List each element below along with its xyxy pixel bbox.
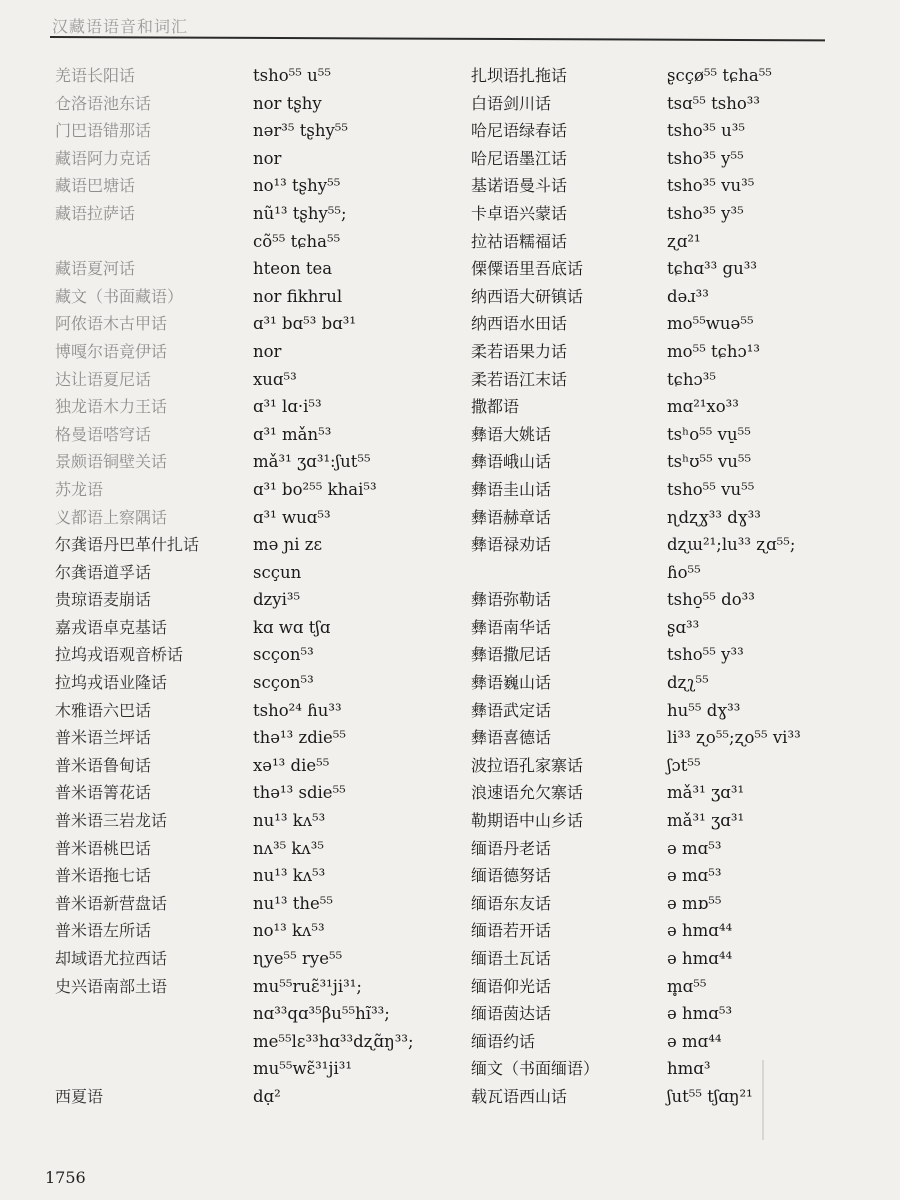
language-name-right: 载瓦语西山话 xyxy=(471,1086,568,1106)
language-name-left: 木雅语六巴话 xyxy=(55,700,152,720)
transcription-left: cõ⁵⁵ tɕha⁵⁵ xyxy=(253,231,341,251)
transcription-left: nor fikhrul xyxy=(253,286,343,306)
language-name-right: 彝语大姚话 xyxy=(471,424,552,444)
language-name-left: 藏语夏河话 xyxy=(55,259,136,279)
language-name-left: 普米语兰坪话 xyxy=(55,728,152,748)
page-number: 1756 xyxy=(45,1168,86,1187)
entry-row xyxy=(0,62,900,90)
entry-row xyxy=(0,973,900,1001)
transcription-right: tsʰʊ⁵⁵ vu⁵⁵ xyxy=(667,452,752,472)
running-header-title: 汉藏语语音和词汇 xyxy=(52,17,189,36)
transcription-right: tsho⁵⁵ vu⁵⁵ xyxy=(667,479,755,499)
transcription-right: tɕhɑ³³ gu³³ xyxy=(667,259,757,279)
entry-row xyxy=(0,559,900,587)
language-name-left: 拉坞戎语业隆话 xyxy=(55,673,168,693)
entry-row xyxy=(0,807,900,835)
transcription-right: mɑ²¹xo³³ xyxy=(667,397,739,417)
language-name-right: 彝语南华话 xyxy=(471,617,552,637)
language-name-right: 缅语德努话 xyxy=(471,866,552,886)
transcription-right: ə hmɑ⁴⁴ xyxy=(667,921,733,941)
language-name-right: 缅文（书面缅语） xyxy=(471,1059,600,1079)
language-name-right: 缅语东友话 xyxy=(471,893,552,913)
language-name-right: 基诺语曼斗话 xyxy=(471,176,568,196)
entries-list xyxy=(0,62,900,1111)
transcription-left: dɑ̣² xyxy=(253,1086,281,1106)
language-name-left: 普米语鲁甸话 xyxy=(55,755,152,775)
language-name-left: 普米语新营盘话 xyxy=(55,893,168,913)
transcription-right: tsho̠⁵⁵ do³³ xyxy=(667,590,755,610)
transcription-left: nũ¹³ tʂhy⁵⁵; xyxy=(253,203,347,223)
language-name-right: 缅语约话 xyxy=(471,1031,536,1051)
entry-row xyxy=(0,255,900,283)
language-name-right: 缅语茵达话 xyxy=(471,1004,552,1024)
language-name-left: 却域语尤拉西话 xyxy=(55,949,168,968)
language-name-right: 柔若语果力话 xyxy=(471,341,568,361)
transcription-left: mu⁵⁵ruɛ̃³¹ji³¹; xyxy=(253,976,362,996)
transcription-right: tsho³⁵ u³⁵ xyxy=(667,121,745,141)
transcription-left: mə ɲi zɛ xyxy=(253,535,323,555)
entry-row xyxy=(0,476,900,504)
entry-row xyxy=(0,752,900,780)
language-name-right: 卡卓语兴蒙话 xyxy=(471,203,568,223)
language-name-left: 藏语巴塘话 xyxy=(55,176,136,196)
language-name-left: 仓洛语池东话 xyxy=(55,93,152,113)
transcription-right: ɦo⁵⁵ xyxy=(667,562,701,582)
language-name-right: 彝语禄劝话 xyxy=(471,535,552,555)
language-name-right: 彝语赫章话 xyxy=(471,507,552,527)
language-name-left: 藏文（书面藏语） xyxy=(55,286,184,306)
transcription-right: ʂɑ³³ xyxy=(667,617,700,637)
transcription-right: tsho³⁵ y³⁵ xyxy=(667,203,744,223)
entry-row xyxy=(0,835,900,863)
language-name-left: 门巴语错那话 xyxy=(55,121,152,141)
binding-shadow xyxy=(762,1060,764,1140)
entry-row xyxy=(0,421,900,449)
transcription-right: tsɑ⁵⁵ tsho³³ xyxy=(667,93,761,113)
language-name-left: 普米语桃巴话 xyxy=(55,838,152,858)
transcription-left: xə¹³ die⁵⁵ xyxy=(253,755,330,775)
transcription-left: hteon tea xyxy=(253,259,333,279)
transcription-right: tsho³⁵ vu³⁵ xyxy=(667,176,755,196)
language-name-right: 柔若语江末话 xyxy=(471,369,568,389)
entry-row xyxy=(0,90,900,118)
transcription-left: ɑ³¹ bɑ⁵³ bɑ³¹ xyxy=(253,314,356,334)
transcription-right: ə hmɑ⁴⁴ xyxy=(667,949,733,968)
language-name-left: 拉坞戎语观音桥话 xyxy=(55,645,184,665)
entry-row xyxy=(0,228,900,256)
language-name-right: 彝语圭山话 xyxy=(471,479,552,499)
transcription-left: ɑ³¹ lɑ·i⁵³ xyxy=(253,397,322,417)
language-name-left: 格曼语嗒穹话 xyxy=(55,424,152,444)
language-name-right: 缅语土瓦话 xyxy=(471,949,552,968)
language-name-right: 波拉语孔家寨话 xyxy=(471,755,584,775)
transcription-left: no¹³ kʌ⁵³ xyxy=(253,921,325,941)
entry-row xyxy=(0,1055,900,1083)
entry-row xyxy=(0,448,900,476)
language-name-right: 彝语武定话 xyxy=(471,700,552,720)
transcription-right: ʂcçø⁵⁵ tɕha⁵⁵ xyxy=(667,66,772,85)
transcription-left: me⁵⁵lɛ³³hɑ³³dʐɑ̃ŋ³³; xyxy=(253,1031,414,1051)
transcription-right: ʐɑ²¹ xyxy=(667,231,701,251)
transcription-left: nor xyxy=(253,148,282,168)
entry-row xyxy=(0,531,900,559)
language-name-left: 嘉戎语卓克基话 xyxy=(55,617,168,637)
language-name-left: 普米语箐花话 xyxy=(55,783,152,803)
language-name-left: 普米语三岩龙话 xyxy=(55,811,168,831)
language-name-right: 撒都语 xyxy=(471,397,520,417)
transcription-right: hu⁵⁵ dɣ³³ xyxy=(667,700,741,720)
transcription-left: nɑ³³qɑ³⁵βu⁵⁵hĩ³³; xyxy=(253,1004,390,1024)
entry-row xyxy=(0,917,900,945)
language-name-left: 景颇语铜壁关话 xyxy=(55,452,168,472)
transcription-right: ə mɑ⁴⁴ xyxy=(667,1031,722,1051)
language-name-right: 扎坝语扎拖话 xyxy=(471,66,568,85)
entry-row xyxy=(0,890,900,918)
transcription-right: dəɹ³³ xyxy=(667,286,709,306)
language-name-right: 彝语峨山话 xyxy=(471,452,552,472)
language-name-left: 尔龚语道孚话 xyxy=(55,562,152,582)
entry-row xyxy=(0,697,900,725)
entry-row xyxy=(0,779,900,807)
transcription-left: nor tʂhy xyxy=(253,93,322,113)
language-name-left: 博嘎尔语竟伊话 xyxy=(55,341,168,361)
transcription-left: ɑ³¹ mǎn⁵³ xyxy=(253,424,332,444)
transcription-left: tsho²⁴ ɦu³³ xyxy=(253,700,342,720)
language-name-right: 缅语若开话 xyxy=(471,921,552,941)
transcription-left: thə¹³ zdie⁵⁵ xyxy=(253,728,347,748)
entry-row xyxy=(0,338,900,366)
transcription-left: nʌ³⁵ kʌ³⁵ xyxy=(253,838,324,858)
transcription-left: nər³⁵ tʂhy⁵⁵ xyxy=(253,121,349,141)
language-name-right: 缅语丹老话 xyxy=(471,838,552,858)
language-name-right: 白语剑川话 xyxy=(471,93,552,113)
transcription-right: ɳdʐɣ³³ dɣ³³ xyxy=(667,507,761,527)
language-name-right: 彝语弥勒话 xyxy=(471,590,552,610)
language-name-right: 彝语喜德话 xyxy=(471,728,552,748)
transcription-left: scçon⁵³ xyxy=(253,673,314,693)
transcription-left: xuɑ⁵³ xyxy=(253,369,297,389)
entry-row xyxy=(0,724,900,752)
language-name-left: 尔龚语丹巴革什扎话 xyxy=(55,535,200,555)
language-name-right: 勒期语中山乡话 xyxy=(471,811,584,831)
transcription-left: scçun xyxy=(253,562,302,582)
transcription-right: ə mɑ⁵³ xyxy=(667,866,722,886)
transcription-left: thə¹³ sdie⁵⁵ xyxy=(253,783,346,803)
transcription-right: ʃut⁵⁵ tʃɑŋ²¹ xyxy=(667,1086,753,1106)
entry-row xyxy=(0,310,900,338)
language-name-right: 纳西语大研镇话 xyxy=(471,286,584,306)
language-name-left: 阿侬语木古甲话 xyxy=(55,314,168,334)
transcription-left: scçon⁵³ xyxy=(253,645,314,665)
language-name-left: 普米语拖七话 xyxy=(55,866,152,886)
language-name-left: 独龙语木力王话 xyxy=(55,397,168,417)
transcription-left: no¹³ tʂhy⁵⁵ xyxy=(253,176,341,196)
transcription-right: tsʰo⁵⁵ vu̠⁵⁵ xyxy=(667,424,751,444)
entry-row xyxy=(0,945,900,973)
transcription-left: nu¹³ kʌ⁵³ xyxy=(253,866,326,886)
language-name-right: 缅语仰光话 xyxy=(471,976,552,996)
transcription-right: mǎ³¹ ʒɑ³¹ xyxy=(667,783,745,803)
language-name-left: 贵琼语麦崩话 xyxy=(55,590,152,610)
language-name-right: 哈尼语墨江话 xyxy=(471,148,568,168)
language-name-left: 藏语拉萨话 xyxy=(55,203,136,223)
language-name-left: 藏语阿力克话 xyxy=(55,148,152,168)
entry-row xyxy=(0,366,900,394)
transcription-left: kɑ wɑ tʃɑ xyxy=(253,617,331,637)
entry-row xyxy=(0,393,900,421)
entry-row xyxy=(0,1000,900,1028)
language-name-right: 彝语巍山话 xyxy=(471,673,552,693)
transcription-right: mǎ³¹ ʒɑ³¹ xyxy=(667,811,745,831)
language-name-left: 羌语长阳话 xyxy=(55,66,136,85)
entry-row xyxy=(0,145,900,173)
transcription-right: mo⁵⁵ tɕhɔ¹³ xyxy=(667,341,761,361)
transcription-left: nu¹³ kʌ⁵³ xyxy=(253,811,326,831)
transcription-left: nu¹³ the⁵⁵ xyxy=(253,893,333,913)
transcription-right: tsho³⁵ y⁵⁵ xyxy=(667,148,744,168)
language-name-left: 西夏语 xyxy=(55,1086,104,1106)
entry-row xyxy=(0,283,900,311)
language-name-right: 拉祜语糯福话 xyxy=(471,231,568,251)
transcription-right: ə mɑ⁵³ xyxy=(667,838,722,858)
language-name-right: 彝语撒尼话 xyxy=(471,645,552,665)
language-name-right: 哈尼语绿春话 xyxy=(471,121,568,141)
transcription-right: tɕhɔ³⁵ xyxy=(667,369,716,389)
language-name-right: 傈僳语里吾底话 xyxy=(471,259,584,279)
transcription-right: mo⁵⁵wuə⁵⁵ xyxy=(667,314,754,334)
language-name-left: 普米语左所话 xyxy=(55,921,152,941)
transcription-left: tsho⁵⁵ u⁵⁵ xyxy=(253,66,331,85)
entry-row xyxy=(0,200,900,228)
entry-row xyxy=(0,669,900,697)
entry-row xyxy=(0,504,900,532)
entry-row xyxy=(0,117,900,145)
transcription-right: m̥ɑ⁵⁵ xyxy=(667,976,707,996)
transcription-right: dʐʅ⁵⁵ xyxy=(667,673,709,693)
transcription-left: ɑ³¹ bo²⁵⁵ khai⁵³ xyxy=(253,479,377,499)
transcription-left: mǎ³¹ ʒɑ³¹:ʃut⁵⁵ xyxy=(253,452,371,472)
transcription-left: dzyi³⁵ xyxy=(253,590,301,610)
entry-row xyxy=(0,172,900,200)
transcription-right: tsho⁵⁵ y³³ xyxy=(667,645,744,665)
language-name-left: 达让语夏尼话 xyxy=(55,369,152,389)
transcription-left: ɑ³¹ wuɑ⁵³ xyxy=(253,507,331,527)
entry-row xyxy=(0,586,900,614)
entry-row xyxy=(0,1083,900,1111)
entry-row xyxy=(0,614,900,642)
transcription-right: ə mɒ⁵⁵ xyxy=(667,893,722,913)
entry-row xyxy=(0,641,900,669)
entry-row xyxy=(0,862,900,890)
transcription-left: nor xyxy=(253,341,282,361)
transcription-left: ɳye⁵⁵ rye⁵⁵ xyxy=(253,949,343,968)
transcription-right: ʃɔt⁵⁵ xyxy=(667,755,701,775)
transcription-right: dʐɯ²¹;lu³³ ʐɑ⁵⁵; xyxy=(667,535,796,555)
entry-row xyxy=(0,1028,900,1056)
transcription-right: hmɑ³ xyxy=(667,1059,711,1079)
transcription-right: li³³ ʐo⁵⁵;ʐo⁵⁵ vi³³ xyxy=(667,728,801,748)
transcription-right: ə hmɑ⁵³ xyxy=(667,1004,733,1024)
language-name-right: 浪速语允欠寨话 xyxy=(471,783,584,803)
transcription-left: mu⁵⁵wɛ̃³¹ji³¹ xyxy=(253,1059,353,1079)
language-name-right: 纳西语水田话 xyxy=(471,314,568,334)
language-name-left: 史兴语南部土语 xyxy=(55,976,168,996)
header-rule xyxy=(50,36,825,41)
language-name-left: 义都语上察隅话 xyxy=(55,507,168,527)
language-name-left: 苏龙语 xyxy=(55,479,104,499)
